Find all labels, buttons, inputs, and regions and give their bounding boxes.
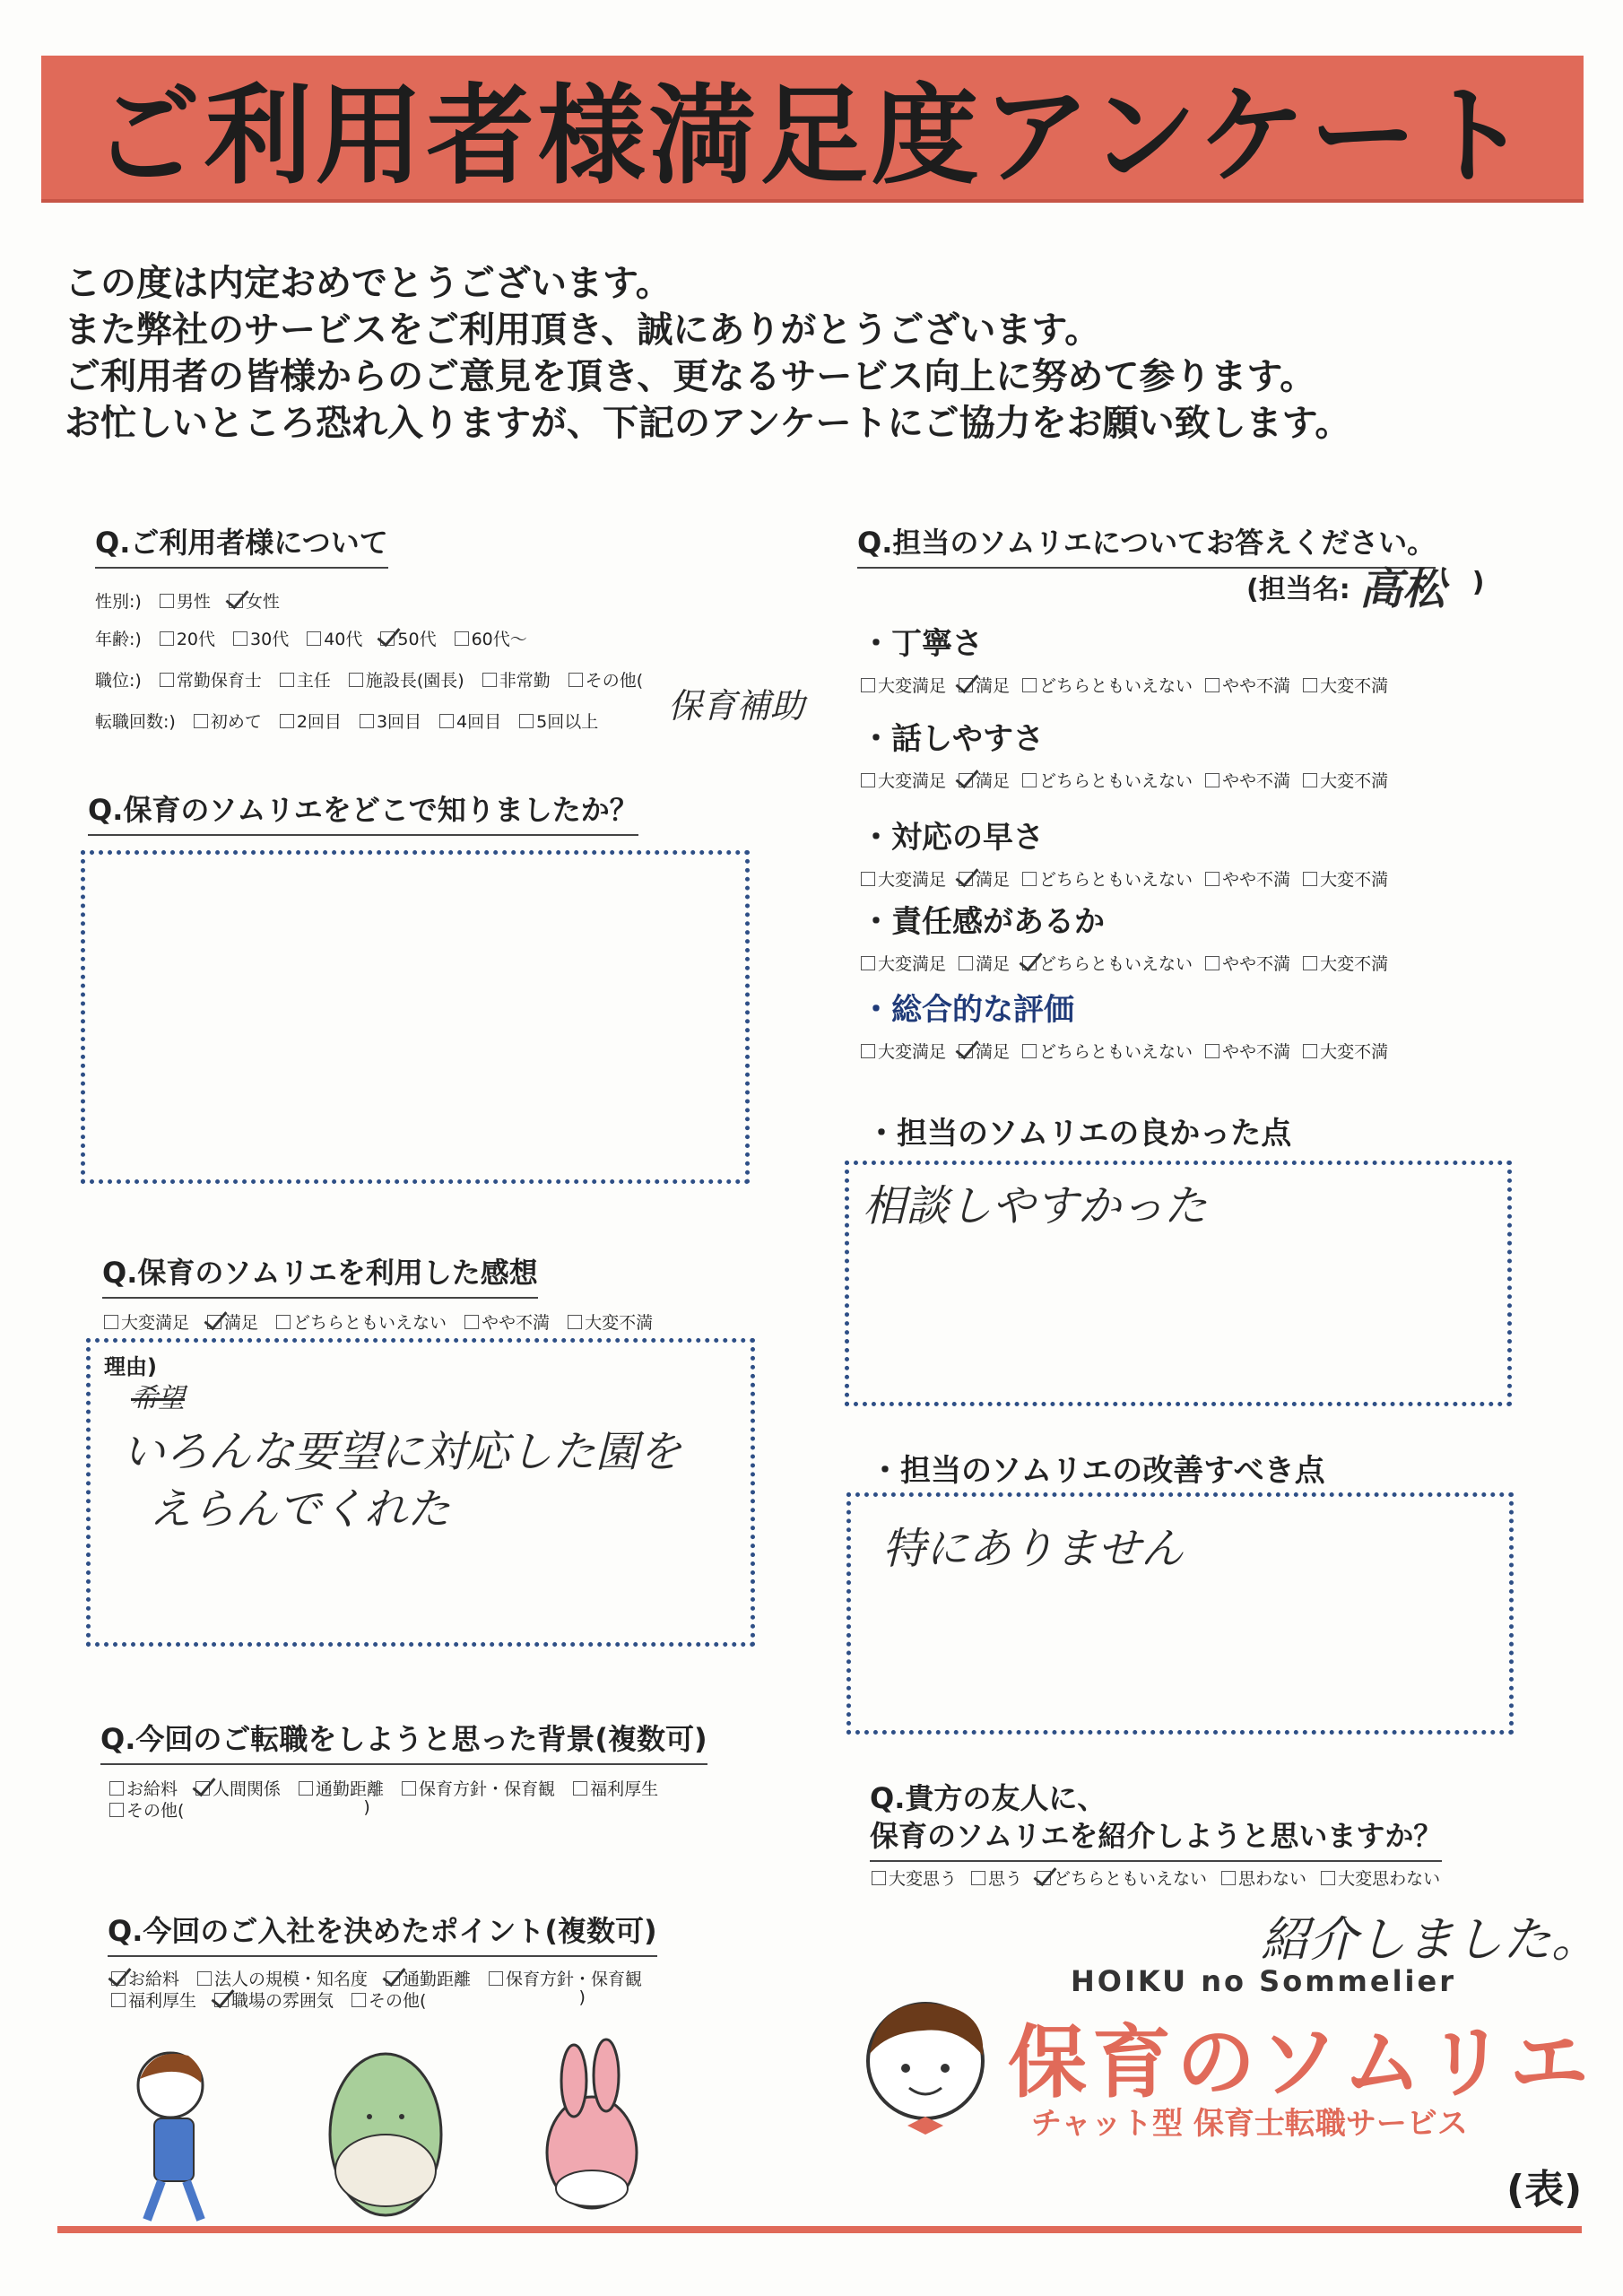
rating-option[interactable] xyxy=(959,673,1010,697)
option-first[interactable] xyxy=(194,709,262,733)
checkbox[interactable] xyxy=(299,1781,313,1796)
staff-name-row xyxy=(1246,564,1485,616)
checkbox[interactable] xyxy=(1303,773,1317,787)
option-label: 50代 xyxy=(397,630,437,649)
option-fifth-plus[interactable] xyxy=(519,709,598,733)
checkbox[interactable] xyxy=(455,631,469,646)
option-label: 法人の規模・知名度 xyxy=(214,1970,369,1989)
option-20s[interactable] xyxy=(160,626,215,650)
rating-option[interactable] xyxy=(959,866,1010,891)
option-neutral[interactable] xyxy=(1037,1866,1207,1890)
rating-title: ・責任感があるか xyxy=(861,904,1105,940)
option-label: やや不満 xyxy=(1222,870,1291,890)
rating-options xyxy=(861,673,1388,697)
rating-option[interactable] xyxy=(1205,768,1290,792)
intro-text xyxy=(65,260,1589,447)
rating-options xyxy=(861,866,1388,891)
decision-row-1 xyxy=(111,1966,642,1990)
option-label: どちらともいえない xyxy=(1039,870,1193,890)
rating-option[interactable] xyxy=(1022,866,1193,891)
reason-struck-word: 希望 xyxy=(131,1383,185,1414)
option-label: 2回目 xyxy=(296,712,342,732)
improve-answer: 特にありません xyxy=(882,1524,1185,1574)
checkbox[interactable] xyxy=(959,872,973,886)
checkbox[interactable] xyxy=(573,1781,587,1796)
background-options xyxy=(109,1776,658,1800)
option-policy[interactable] xyxy=(489,1966,642,1990)
checkbox[interactable] xyxy=(386,1971,400,1986)
checkbox[interactable] xyxy=(861,773,875,787)
checkbox[interactable] xyxy=(1022,872,1037,886)
option-label: どちらともいえない xyxy=(293,1313,447,1333)
checkbox[interactable] xyxy=(352,1993,366,2007)
option-label: 女性 xyxy=(245,592,280,612)
checkbox[interactable] xyxy=(1037,1871,1051,1885)
rating-option[interactable] xyxy=(1022,768,1193,792)
option-no[interactable] xyxy=(1221,1866,1306,1890)
intro-line: ご利用者の皆様からのご意見を頂き、更なるサービス向上に努めて参ります。 xyxy=(65,356,1316,397)
checkbox[interactable] xyxy=(1022,678,1037,692)
checkbox[interactable] xyxy=(959,678,973,692)
option-female[interactable] xyxy=(229,588,280,613)
option-label: どちらともいえない xyxy=(1039,954,1193,974)
checkbox[interactable] xyxy=(111,1971,126,1986)
option-label: 大変不満 xyxy=(1320,954,1389,974)
checkbox[interactable] xyxy=(1205,872,1219,886)
option-label: やや不満 xyxy=(1222,771,1291,791)
recommend-heading-1: Q.貴方の友人に、 xyxy=(870,1781,1107,1815)
option-other[interactable] xyxy=(109,1797,184,1822)
rating-option[interactable] xyxy=(1205,1039,1290,1063)
option-label: 20代 xyxy=(176,630,216,649)
rating-option[interactable] xyxy=(861,768,946,792)
logo-tagline: HOIKU no Sommelier xyxy=(1071,1964,1456,1998)
option-label: 大変満足 xyxy=(878,954,947,974)
checkbox[interactable] xyxy=(109,1803,124,1817)
option-other[interactable] xyxy=(568,667,643,691)
intro-line: お忙しいところ恐れ入りますが、下記のアンケートにご協力をお願い致します。 xyxy=(65,403,1351,444)
reason-label: 理由) xyxy=(104,1354,157,1379)
checkbox[interactable] xyxy=(214,1993,229,2007)
checkbox[interactable] xyxy=(402,1781,416,1796)
checkbox[interactable] xyxy=(568,673,583,687)
option-fourth[interactable] xyxy=(439,709,501,733)
option-label: 思う xyxy=(988,1869,1023,1889)
page-side-mark: (表) xyxy=(1506,2167,1583,2213)
option-label: やや不満 xyxy=(482,1313,551,1333)
checkbox[interactable] xyxy=(280,714,294,728)
title-banner xyxy=(41,56,1584,203)
option-label: やや不満 xyxy=(1222,1042,1291,1062)
option-commute[interactable] xyxy=(299,1776,384,1800)
checkbox[interactable] xyxy=(360,714,374,728)
option-fulltime[interactable] xyxy=(160,667,262,691)
checkbox[interactable] xyxy=(1205,1044,1219,1058)
option-male[interactable] xyxy=(160,588,211,613)
option-label: やや不満 xyxy=(1222,676,1291,696)
decision-row-2 xyxy=(111,1987,586,2012)
option-relationships[interactable] xyxy=(195,1776,281,1800)
option-label: 思わない xyxy=(1238,1869,1307,1889)
checkbox[interactable] xyxy=(861,872,875,886)
rating-options xyxy=(861,768,1388,792)
option-label: 4回目 xyxy=(456,712,502,732)
checkbox[interactable] xyxy=(959,956,973,970)
rating-option[interactable] xyxy=(959,768,1010,792)
option-label: 大変不満 xyxy=(1320,771,1389,791)
checkbox[interactable] xyxy=(872,1871,886,1885)
option-benefits[interactable] xyxy=(111,1987,196,2012)
checkbox[interactable] xyxy=(160,631,174,646)
checkbox[interactable] xyxy=(1303,956,1317,970)
checkbox[interactable] xyxy=(861,1044,875,1058)
where-answer-box[interactable] xyxy=(81,850,750,1184)
checkbox[interactable] xyxy=(439,714,454,728)
checkbox[interactable] xyxy=(971,1871,985,1885)
option-label: 初めて xyxy=(210,712,262,732)
option-satisfied[interactable] xyxy=(207,1309,258,1334)
option-label: 満足 xyxy=(224,1313,259,1333)
checkbox[interactable] xyxy=(197,1971,212,1986)
option-label: 施設長(園長) xyxy=(365,671,464,691)
checkbox[interactable] xyxy=(104,1315,118,1329)
option-label: 大変満足 xyxy=(878,1042,947,1062)
option-atmosphere[interactable] xyxy=(214,1987,334,2012)
good-heading: ・担当のソムリエの良かった点 xyxy=(866,1116,1292,1152)
staff-label: (担当名: xyxy=(1246,574,1350,605)
option-label: 常勤保育士 xyxy=(176,671,262,691)
age-row xyxy=(95,626,527,650)
option-label: 保育方針・保育観 xyxy=(506,1970,643,1989)
gender-row xyxy=(95,588,280,613)
footer-line xyxy=(57,2226,1582,2233)
rating-option[interactable] xyxy=(1205,951,1290,975)
checkbox[interactable] xyxy=(959,1044,973,1058)
option-label: その他( xyxy=(126,1801,185,1821)
checkbox[interactable] xyxy=(464,1315,479,1329)
option-label: 満足 xyxy=(976,1042,1011,1062)
rating-option[interactable] xyxy=(1022,951,1193,975)
option-label: 大変満足 xyxy=(878,771,947,791)
option-label: 主任 xyxy=(296,671,331,691)
checkbox[interactable] xyxy=(349,673,363,687)
option-label: 男性 xyxy=(176,592,211,612)
rating-option[interactable] xyxy=(1303,673,1388,697)
rating-title: ・丁寧さ xyxy=(861,626,983,662)
background-heading: Q.今回のご転職をしようと思った背景(複数可) xyxy=(100,1717,707,1765)
rating-option[interactable] xyxy=(1303,1039,1388,1063)
option-label: 60代〜 xyxy=(471,630,527,649)
option-label: 大変不満 xyxy=(1320,1042,1389,1062)
reason-line-2: えらんでくれた xyxy=(149,1484,451,1535)
option-label: どちらともいえない xyxy=(1039,771,1193,791)
option-40s[interactable] xyxy=(307,626,362,650)
checkbox[interactable] xyxy=(207,1315,221,1329)
rating-option[interactable] xyxy=(1303,866,1388,891)
rating-option[interactable] xyxy=(959,1039,1010,1063)
option-second[interactable] xyxy=(280,709,342,733)
checkbox[interactable] xyxy=(160,594,174,608)
checkbox[interactable] xyxy=(109,1781,124,1796)
rating-options xyxy=(861,1039,1388,1063)
rating-option[interactable] xyxy=(861,673,946,697)
option-30s[interactable] xyxy=(233,626,289,650)
recommend-heading-2: 保育のソムリエを紹介しようと思いますか？ xyxy=(870,1813,1442,1862)
option-label: 満足 xyxy=(976,870,1011,890)
intro-line: この度は内定おめでとうございます。 xyxy=(65,263,672,304)
option-parttime[interactable] xyxy=(482,667,551,691)
checkbox[interactable] xyxy=(280,673,294,687)
checkbox[interactable] xyxy=(482,673,497,687)
character-illustrations xyxy=(108,2036,699,2233)
rating-option[interactable] xyxy=(1205,673,1290,697)
option-strongly-yes[interactable] xyxy=(872,1866,957,1890)
option-label: 福利厚生 xyxy=(590,1779,659,1799)
option-other[interactable] xyxy=(352,1987,426,2012)
impression-heading: Q.保育のソムリエを利用した感想 xyxy=(102,1250,538,1299)
option-neutral[interactable] xyxy=(276,1309,447,1334)
option-chief[interactable] xyxy=(280,667,331,691)
rating-title: ・対応の早さ xyxy=(861,820,1044,856)
checkbox[interactable] xyxy=(194,714,208,728)
rabbit-character-icon xyxy=(547,2039,637,2208)
option-label: 大変満足 xyxy=(878,676,947,696)
rating-title: ・総合的な評価 xyxy=(861,992,1074,1028)
option-salary[interactable] xyxy=(111,1966,179,1990)
checkbox[interactable] xyxy=(233,631,247,646)
job-label: 職位:) xyxy=(95,671,142,691)
option-policy[interactable] xyxy=(402,1776,555,1800)
recommend-handwritten: 紹介しました。 xyxy=(1261,1911,1600,1968)
checkbox[interactable] xyxy=(1205,678,1219,692)
option-label: 大変満足 xyxy=(878,870,947,890)
checkbox[interactable] xyxy=(1205,956,1219,970)
checkbox[interactable] xyxy=(861,956,875,970)
option-label: その他( xyxy=(369,1991,427,2011)
option-benefits[interactable] xyxy=(573,1776,658,1800)
rating-option[interactable] xyxy=(861,951,946,975)
option-very-satisfied[interactable] xyxy=(104,1309,189,1334)
option-label: どちらともいえない xyxy=(1039,676,1193,696)
option-label: 満足 xyxy=(976,954,1011,974)
checkbox[interactable] xyxy=(1303,678,1317,692)
option-label: 5回以上 xyxy=(536,712,599,732)
option-label: 30代 xyxy=(250,630,290,649)
sommelier-face-icon xyxy=(852,1991,1004,2135)
rating-option[interactable] xyxy=(1205,866,1290,891)
rating-option[interactable] xyxy=(1303,951,1388,975)
change-label: 転職回数:) xyxy=(95,712,176,732)
option-50s[interactable] xyxy=(380,626,436,650)
option-slightly-unsatisfied[interactable] xyxy=(464,1309,550,1334)
other-close: ) xyxy=(363,1797,370,1817)
checkbox[interactable] xyxy=(959,773,973,787)
intro-line: また弊社のサービスをご利用頂き、誠にありがとうございます。 xyxy=(65,309,1101,351)
decision-heading: Q.今回のご入社を決めたポイント(複数可) xyxy=(108,1909,657,1957)
rating-option[interactable] xyxy=(861,1039,946,1063)
rating-option[interactable] xyxy=(959,951,1010,975)
option-label: 職場の雰囲気 xyxy=(231,1991,334,2011)
rating-option[interactable] xyxy=(1303,768,1388,792)
option-label: 大変不満 xyxy=(1320,870,1389,890)
rating-option[interactable] xyxy=(1022,1039,1193,1063)
option-label: 非常勤 xyxy=(499,671,551,691)
checkbox[interactable] xyxy=(307,631,321,646)
impression-options xyxy=(104,1309,653,1334)
improve-heading: ・担当のソムリエの改善すべき点 xyxy=(870,1453,1325,1489)
checkbox[interactable] xyxy=(489,1971,503,1986)
checkbox[interactable] xyxy=(195,1781,210,1796)
checkbox[interactable] xyxy=(568,1315,582,1329)
checkbox[interactable] xyxy=(519,714,534,728)
checkbox[interactable] xyxy=(1303,1044,1317,1058)
option-label: 大変思わない xyxy=(1338,1869,1441,1889)
option-label: 大変思う xyxy=(889,1869,958,1889)
option-label: 大変満足 xyxy=(121,1313,190,1333)
staff-name: 高松 xyxy=(1358,564,1445,614)
option-label: やや不満 xyxy=(1222,954,1291,974)
checkbox[interactable] xyxy=(1205,773,1219,787)
checkbox[interactable] xyxy=(1022,956,1037,970)
rating-option[interactable] xyxy=(1022,673,1193,697)
checkbox[interactable] xyxy=(229,594,243,608)
recommend-options xyxy=(872,1866,1440,1890)
option-label: 大変不満 xyxy=(585,1313,654,1333)
option-director[interactable] xyxy=(349,667,464,691)
option-label: どちらともいえない xyxy=(1054,1869,1208,1889)
logo-name: 保育のソムリエ xyxy=(1008,2016,1594,2109)
checkbox[interactable] xyxy=(1321,1871,1335,1885)
option-very-unsatisfied[interactable] xyxy=(568,1309,653,1334)
option-label: お給料 xyxy=(126,1779,178,1799)
age-label: 年齢:) xyxy=(95,630,142,649)
change-row xyxy=(95,709,598,733)
option-label: どちらともいえない xyxy=(1039,1042,1193,1062)
option-salary[interactable] xyxy=(109,1776,178,1800)
checkbox[interactable] xyxy=(160,673,174,687)
reason-line-1: いろんな要望に対応した園を xyxy=(122,1427,682,1477)
option-label: 人間関係 xyxy=(213,1779,282,1799)
checkbox[interactable] xyxy=(1221,1871,1236,1885)
option-strongly-no[interactable] xyxy=(1321,1866,1440,1890)
option-label: その他( xyxy=(585,671,644,691)
job-row xyxy=(95,667,643,691)
other-close: ) xyxy=(578,1987,586,2007)
staff-close: ) xyxy=(1471,567,1485,598)
option-60s[interactable] xyxy=(455,626,527,650)
page-title: ご利用者様満足度アンケート xyxy=(92,74,1532,199)
checkbox[interactable] xyxy=(111,1993,126,2007)
checkbox[interactable] xyxy=(861,678,875,692)
rating-option[interactable] xyxy=(861,866,946,891)
option-label: 保育方針・保育観 xyxy=(419,1779,556,1799)
good-answer: 相談しやすかった xyxy=(863,1181,1208,1231)
logo-subtitle: チャット型 保育士転職サービス xyxy=(1031,2106,1468,2142)
option-label: 通勤距離 xyxy=(316,1779,385,1799)
option-yes[interactable] xyxy=(971,1866,1022,1890)
option-label: お給料 xyxy=(128,1970,180,1989)
checkbox[interactable] xyxy=(1022,773,1037,787)
option-label: 3回目 xyxy=(376,712,422,732)
option-label: 通勤距離 xyxy=(403,1970,472,1989)
option-commute[interactable] xyxy=(386,1966,471,1990)
option-label: 満足 xyxy=(976,676,1011,696)
checkbox[interactable] xyxy=(1022,1044,1037,1058)
checkbox[interactable] xyxy=(380,631,395,646)
where-heading: Q.保育のソムリエをどこで知りましたか？ xyxy=(88,787,638,836)
job-other-handwritten: 保育補助 xyxy=(668,686,805,726)
rating-title: ・話しやすさ xyxy=(861,721,1044,757)
sommelier-heading: Q.担当のソムリエについてお答えください。 xyxy=(857,520,1436,569)
option-label: 福利厚生 xyxy=(128,1991,197,2011)
option-label: 40代 xyxy=(324,630,363,649)
boy-character-icon xyxy=(138,2053,203,2220)
option-label: 大変不満 xyxy=(1320,676,1389,696)
option-label: 満足 xyxy=(976,771,1011,791)
option-third[interactable] xyxy=(360,709,421,733)
gender-label: 性別:) xyxy=(95,592,142,612)
bean-character-icon xyxy=(330,2054,441,2215)
checkbox[interactable] xyxy=(276,1315,291,1329)
checkbox[interactable] xyxy=(1303,872,1317,886)
rating-options xyxy=(861,951,1388,975)
background-other-row xyxy=(109,1797,370,1822)
user-heading: Q.ご利用者様について xyxy=(95,520,388,569)
